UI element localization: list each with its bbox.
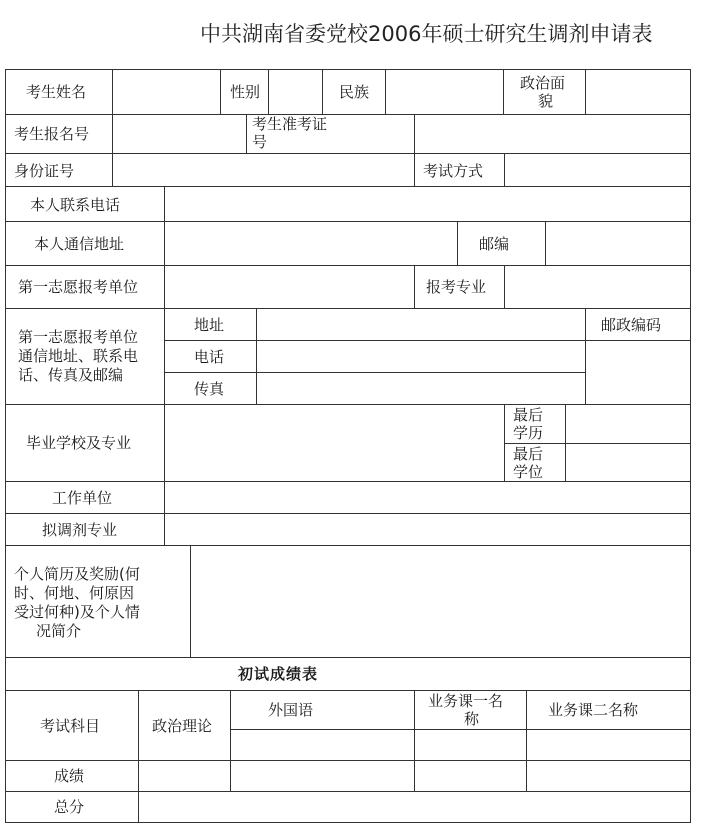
contact-post-input-cell[interactable] [585,340,691,405]
degree-label-1: 最后 [513,445,544,463]
resume-label-1: 个人简历及奖励(何 [14,565,140,583]
application-form [6,70,692,824]
admit-input-cell[interactable] [414,114,691,154]
total-label: 总分 [54,798,85,816]
political-label-1: 政治面 [520,74,566,92]
contact-label-3: 话、传真及邮编 [18,366,124,384]
target-label: 拟调剂专业 [42,521,118,539]
degree-input-cell[interactable] [565,443,691,482]
resume-label-4: 况简介 [36,622,82,640]
admit-label-1: 考生准考证 [252,115,328,133]
contact-label-2: 通信地址、联系电 [18,347,139,365]
contact-post-label: 邮政编码 [601,316,662,334]
contact-address-input-cell[interactable] [256,308,586,341]
form-title: 中共湖南省委党校2006年硕士研究生调剂申请表 [200,22,653,46]
grad-input-cell[interactable] [164,404,505,482]
address-label: 本人通信地址 [34,235,125,253]
contact-fax-label: 传真 [194,380,225,398]
course2-label: 业务课二名称 [548,701,639,719]
foreign-score-cell[interactable] [230,760,415,792]
course1-label-2: 称 [464,710,480,728]
course2-name-cell[interactable] [526,729,691,761]
subject-label: 考试科目 [40,717,101,735]
first-unit-input-cell[interactable] [164,265,415,309]
course2-score-cell[interactable] [526,760,691,792]
exam-mode-label: 考试方式 [423,162,484,180]
reg-no-label: 考生报名号 [14,125,90,143]
phone-input-cell[interactable] [164,186,691,222]
gender-input-cell[interactable] [268,69,323,115]
target-input-cell[interactable] [164,513,691,546]
exam-mode-input-cell[interactable] [504,153,691,187]
political-input-cell[interactable] [585,69,691,115]
course1-score-cell[interactable] [414,760,527,792]
address-input-cell[interactable] [164,221,458,266]
work-label: 工作单位 [52,489,113,507]
phone-label: 本人联系电话 [30,196,121,214]
score-title: 初试成绩表 [238,665,319,683]
first-unit-label: 第一志愿报考单位 [18,278,139,296]
foreign-name-cell[interactable] [230,729,415,761]
politics-score-cell[interactable] [138,760,231,792]
work-input-cell[interactable] [164,481,691,514]
education-label-1: 最后 [513,406,544,424]
major-label: 报考专业 [426,278,487,296]
postcode-label: 邮编 [479,235,510,253]
total-input-cell[interactable] [138,791,691,823]
postcode-input-cell[interactable] [545,221,691,266]
reg-no-input-cell[interactable] [112,114,247,154]
foreign-label-cell [230,690,415,730]
degree-label-2: 学位 [513,463,544,481]
politics-label: 政治理论 [152,717,213,735]
name-input-cell[interactable] [112,69,221,115]
id-label: 身份证号 [14,162,75,180]
contact-label-1: 第一志愿报考单位 [18,328,139,346]
contact-fax-input-cell[interactable] [256,372,586,405]
contact-phone-input-cell[interactable] [256,340,586,373]
foreign-label: 外国语 [268,701,314,719]
education-input-cell[interactable] [565,404,691,444]
ethnicity-input-cell[interactable] [385,69,504,115]
education-label-2: 学历 [513,424,544,442]
political-label-2: 貌 [538,92,554,110]
contact-address-label: 地址 [194,316,225,334]
ethnicity-label: 民族 [339,83,370,101]
major-input-cell[interactable] [504,265,691,309]
id-input-cell[interactable] [112,153,415,187]
gender-label: 性别 [230,83,261,101]
score-label: 成绩 [54,767,85,785]
admit-label-2: 号 [252,133,268,151]
grad-label: 毕业学校及专业 [26,434,132,452]
resume-label-3: 受过何种)及个人情 [14,603,140,621]
course1-name-cell[interactable] [414,729,527,761]
contact-phone-label: 电话 [194,348,225,366]
score-title-cell [5,657,691,691]
name-label: 考生姓名 [26,83,87,101]
course1-label-1: 业务课一名 [428,692,504,710]
resume-label-2: 时、何地、何原因 [14,584,135,602]
resume-input-cell[interactable] [190,545,691,658]
